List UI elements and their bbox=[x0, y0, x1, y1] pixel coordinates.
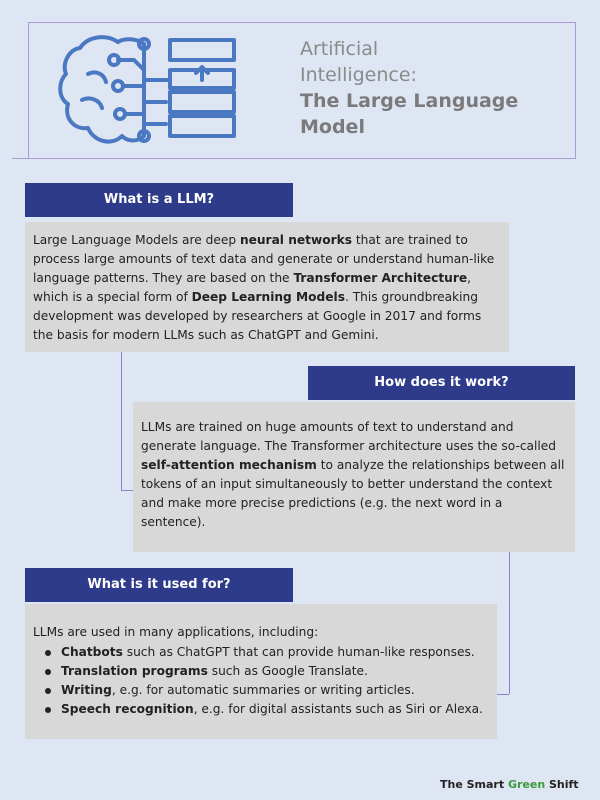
section-uses-heading: What is it used for? bbox=[25, 568, 293, 602]
page-title: Artificial Intelligence: The Large Language Model bbox=[300, 38, 519, 138]
brain-network-icon bbox=[58, 30, 248, 155]
uses-intro: LLMs are used in many applications, including: bbox=[33, 625, 319, 639]
section-uses-body bbox=[25, 604, 497, 739]
header-underline bbox=[12, 158, 576, 159]
list-item: Chatbots such as ChatGPT that can provide human-like responses. bbox=[33, 643, 489, 662]
connector-line bbox=[121, 490, 133, 491]
list-item: Speech recognition, e.g. for digital assistants such as Siri or Alexa. bbox=[33, 700, 489, 719]
connector-line bbox=[509, 552, 510, 694]
footer-brand: The Smart Green Shift bbox=[440, 778, 579, 791]
section-what-is-llm-body: Large Language Models are deep neural networks that are trained to process large amounts of text data and generate or understand human-like language patterns. They are based on the Transformer Architecture, which is a special form of Deep Learning Models. This groundbreaking development was developed by researchers at Google in 2017 and forms the basis for modern LLMs such as ChatGPT and Gemini. bbox=[25, 222, 509, 352]
section-what-is-llm-heading: What is a LLM? bbox=[25, 183, 293, 217]
list-item: Writing, e.g. for automatic summaries or writing articles. bbox=[33, 681, 489, 700]
list-item: Translation programs such as Google Translate. bbox=[33, 662, 489, 681]
uses-list bbox=[33, 643, 489, 719]
section-how-it-works-heading: How does it work? bbox=[308, 366, 575, 400]
section-how-it-works-body: LLMs are trained on huge amounts of text to understand and generate language. The Transformer architecture uses the so-called self-attention mechanism to analyze the relationships between all tokens of an input simultaneously to better understand the context and make more precise predictions (e.g. the next word in a sentence). bbox=[133, 402, 575, 552]
connector-line bbox=[497, 694, 509, 695]
connector-line bbox=[121, 352, 122, 490]
